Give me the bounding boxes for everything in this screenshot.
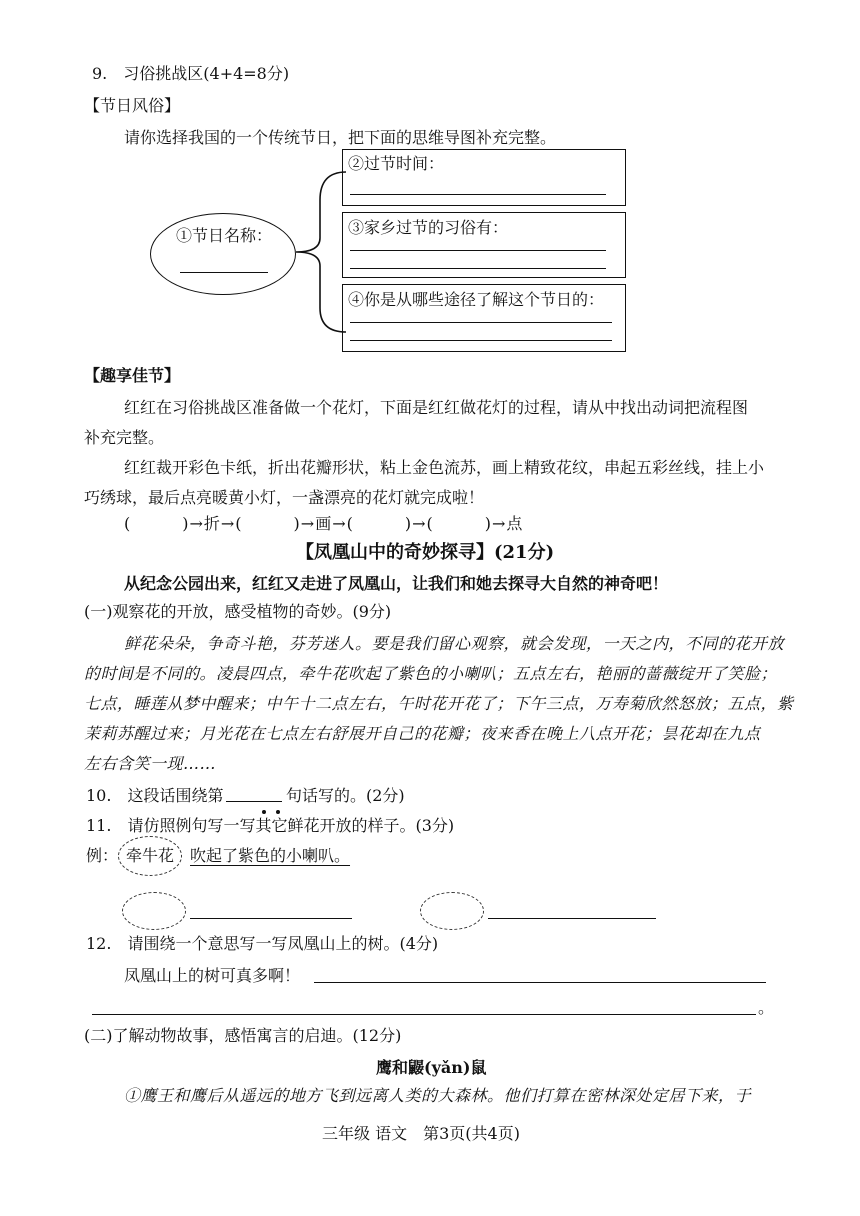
passage-line-3: 七点，睡莲从梦中醒来；中午十二点左右，午时花开花了；下午三点，万寿菊欣然怒放；五点，紫 xyxy=(84,694,794,713)
lantern-process-line1: 红红裁开彩色卡纸，折出花瓣形状，粘上金色流苏，画上精致花纹，串起五彩丝线，挂上小 xyxy=(124,458,765,477)
question-10-answer-blank[interactable] xyxy=(226,801,282,802)
section-fun-festival: 【趣享佳节】 xyxy=(84,366,181,385)
mindmap-instruction: 请你选择我国的一个传统节日，把下面的思维导图补充完整。 xyxy=(124,128,557,147)
section-festival-customs: 【节日风俗】 xyxy=(84,96,181,115)
story-title: 鹰和鼹(yǎn)鼠 xyxy=(376,1058,487,1077)
question-12: 12. 请围绕一个意思写一写凤凰山上的树。(4分) xyxy=(86,934,439,953)
festival-name-answer-line[interactable] xyxy=(180,272,268,273)
sources-answer-line-2[interactable] xyxy=(350,340,612,341)
lantern-instruction-line2: 补充完整。 xyxy=(84,428,165,447)
passage-line-5: 左右含笑一现…… xyxy=(84,754,217,773)
example-flower: 牵牛花 xyxy=(126,846,175,865)
emphasis-dot-1 xyxy=(262,810,266,814)
emphasis-dot-2 xyxy=(276,810,280,814)
part2-title: (二)了解动物故事，感悟寓言的启迪。(12分) xyxy=(84,1026,402,1045)
lantern-flow-chart[interactable]: ( )→折→( )→画→( )→( )→点 xyxy=(124,514,524,533)
time-answer-line[interactable] xyxy=(350,194,606,195)
sources-answer-line-1[interactable] xyxy=(350,322,612,323)
passage-line-2: 的时间是不同的。凌晨四点，牵牛花吹起了紫色的小喇叭；五点左右，艳丽的蔷薇绽开了笑脸； xyxy=(84,664,778,683)
mindmap-brace xyxy=(290,160,350,340)
part1-title: (一)观察花的开放，感受植物的奇妙。(9分) xyxy=(84,602,392,621)
section-intro: 从纪念公园出来，红红又走进了凤凰山，让我们和她去探寻大自然的神奇吧！ xyxy=(124,574,669,593)
customs-answer-line-1[interactable] xyxy=(350,250,606,251)
q12-period: 。 xyxy=(758,998,775,1017)
section-title-phoenix-mountain: 【凤凰山中的奇妙探寻】(21分) xyxy=(296,542,555,563)
mindmap-node-time: ②过节时间： xyxy=(348,154,445,173)
example-sentence: 吹起了紫色的小喇叭。 xyxy=(190,846,351,865)
mindmap-node-festival-name: ①节日名称： xyxy=(176,226,273,245)
lantern-instruction-line1: 红红在习俗挑战区准备做一个花灯，下面是红红做花灯的过程，请从中找出动词把流程图 xyxy=(124,398,749,417)
passage-line-1: 鲜花朵朵，争奇斗艳，芬芳迷人。要是我们留心观察，就会发现，一天之内，不同的花开放 xyxy=(124,634,785,653)
passage-line-4: 茉莉苏醒过来；月光花在七点左右舒展开自己的花瓣；夜来香在晚上八点开花；昙花却在九点 xyxy=(84,724,761,743)
question-11: 11. 请仿照例句写一写其它鲜花开放的样子。(3分) xyxy=(86,816,455,835)
q11-answer-line-2[interactable] xyxy=(488,918,656,919)
q11-answer-line-1[interactable] xyxy=(190,918,352,919)
question-10-part1: 10. 这段话围绕第 xyxy=(86,786,224,805)
question-10-part2: 句话写的。(2分) xyxy=(286,786,405,805)
answer-dashed-circle-1[interactable] xyxy=(122,892,186,930)
q12-sentence-start: 凤凰山上的树可真多啊！ xyxy=(124,966,301,985)
customs-answer-line-2[interactable] xyxy=(350,268,606,269)
mindmap-node-customs: ③家乡过节的习俗有： xyxy=(348,218,509,237)
example-label: 例： xyxy=(86,846,119,865)
q12-answer-line-1[interactable] xyxy=(314,982,766,983)
lantern-process-line2: 巧绣球，最后点亮暖黄小灯，一盏漂亮的花灯就完成啦！ xyxy=(84,488,485,507)
q12-answer-line-2[interactable] xyxy=(92,1014,756,1015)
question-9-title: 9. 习俗挑战区(4+4=8分) xyxy=(92,64,290,83)
page-footer: 三年级 语文 第3页(共4页) xyxy=(322,1124,520,1143)
answer-dashed-circle-2[interactable] xyxy=(420,892,484,930)
mindmap-node-sources: ④你是从哪些途径了解这个节日的： xyxy=(348,290,605,309)
story-paragraph-1: ①鹰王和鹰后从遥远的地方飞到远离人类的大森林。他们打算在密林深处定居下来，于 xyxy=(124,1086,752,1105)
